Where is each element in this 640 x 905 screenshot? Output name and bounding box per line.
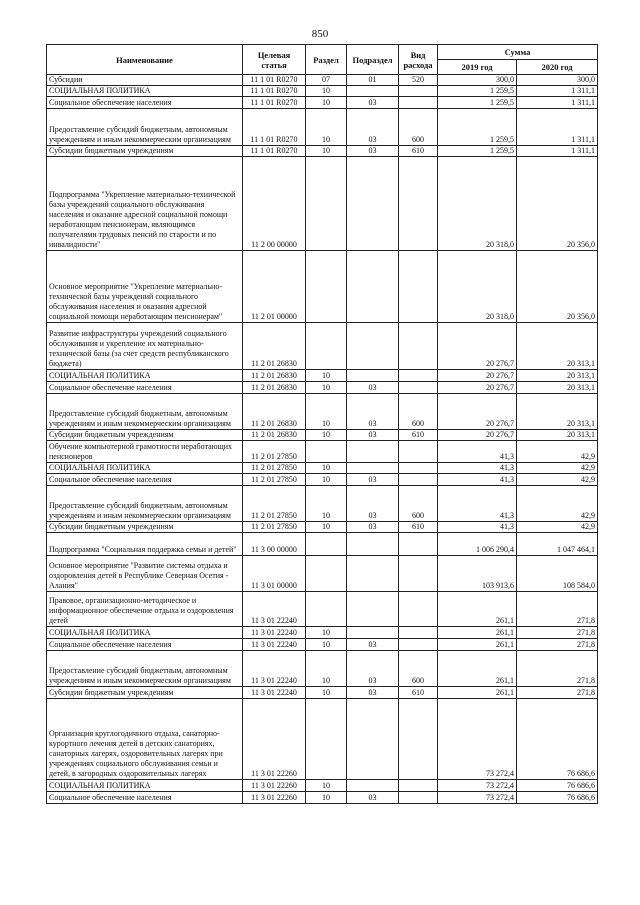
- row-section: [306, 441, 347, 463]
- row-sum-2020: 271,8: [517, 627, 598, 639]
- row-target-article: 11 2 01 26830: [243, 382, 306, 394]
- row-subsection: 03: [347, 382, 399, 394]
- row-target-article: 11 3 01 22240: [243, 651, 306, 687]
- row-expense-type: [399, 699, 438, 780]
- row-section: 10: [306, 382, 347, 394]
- table-row: [47, 651, 598, 687]
- row-sum-2019: 300,0: [438, 75, 517, 86]
- row-subsection: 03: [347, 522, 399, 533]
- row-expense-type: [399, 323, 438, 370]
- row-sum-2020: 300,0: [517, 75, 598, 86]
- row-target-article: 11 3 01 00000: [243, 556, 306, 592]
- row-target-article: 11 2 01 27850: [243, 522, 306, 533]
- row-sum-2019: 73 272,4: [438, 699, 517, 780]
- row-section: [306, 556, 347, 592]
- row-name: СОЦИАЛЬНАЯ ПОЛИТИКА: [47, 463, 243, 474]
- row-subsection: [347, 780, 399, 792]
- row-name: Социальное обеспечение населения: [47, 792, 243, 804]
- row-section: 10: [306, 627, 347, 639]
- row-subsection: 03: [347, 97, 399, 109]
- row-target-article: 11 3 01 22240: [243, 592, 306, 627]
- row-subsection: [347, 592, 399, 627]
- row-section: 10: [306, 522, 347, 533]
- row-subsection: 03: [347, 639, 399, 651]
- row-subsection: 03: [347, 146, 399, 157]
- row-section: [306, 533, 347, 556]
- header-year-2019: 2019 год: [438, 60, 517, 75]
- row-sum-2019: 1 259,5: [438, 86, 517, 97]
- row-name: Субсидии бюджетным учреждениям: [47, 146, 243, 157]
- row-subsection: [347, 533, 399, 556]
- row-sum-2019: 20 318,0: [438, 251, 517, 323]
- row-expense-type: [399, 792, 438, 804]
- row-sum-2019: 1 006 290,4: [438, 533, 517, 556]
- table-row: [47, 109, 598, 146]
- table-row: [47, 463, 598, 474]
- row-expense-type: [399, 556, 438, 592]
- row-name: Подпрограмма "Социальная поддержка семьи и детей": [47, 533, 243, 556]
- row-sum-2019: 261,1: [438, 627, 517, 639]
- row-expense-type: 600: [399, 109, 438, 146]
- row-sum-2019: 20 276,7: [438, 394, 517, 430]
- row-name: Предоставление субсидий бюджетным, автономным учреждениям и иным некоммерческим организациям: [47, 651, 243, 687]
- table-row: [47, 86, 598, 97]
- row-sum-2020: 271,8: [517, 639, 598, 651]
- row-sum-2019: 41,3: [438, 463, 517, 474]
- row-sum-2020: 42,9: [517, 441, 598, 463]
- row-sum-2019: 20 276,7: [438, 323, 517, 370]
- row-section: 10: [306, 97, 347, 109]
- row-target-article: 11 3 01 22240: [243, 627, 306, 639]
- row-name: СОЦИАЛЬНАЯ ПОЛИТИКА: [47, 780, 243, 792]
- row-target-article: 11 3 00 00000: [243, 533, 306, 556]
- row-sum-2020: 76 686,6: [517, 780, 598, 792]
- table-row: [47, 639, 598, 651]
- row-name: Субсидии бюджетным учреждениям: [47, 430, 243, 441]
- row-expense-type: 610: [399, 687, 438, 699]
- row-section: 10: [306, 780, 347, 792]
- row-expense-type: [399, 441, 438, 463]
- row-name: Организация круглогодичного отдыха, санаторно-курортного лечения детей в детских санаториях, санаторных лагерях, оздоровительных лагерях при учреждениях социального обслуживания семьи и детей, в загородных оздоровительных лагерях: [47, 699, 243, 780]
- row-expense-type: 600: [399, 486, 438, 522]
- row-subsection: [347, 323, 399, 370]
- row-expense-type: 610: [399, 430, 438, 441]
- row-name: Развитие инфраструктуры учреждений социального обслуживания и укрепление их материально-технической базы (за счет средств республиканского бюджета): [47, 323, 243, 370]
- row-section: 10: [306, 687, 347, 699]
- table-row: [47, 699, 598, 780]
- row-target-article: 11 3 01 22260: [243, 699, 306, 780]
- row-subsection: 01: [347, 75, 399, 86]
- row-section: 10: [306, 486, 347, 522]
- row-target-article: 11 2 01 27850: [243, 486, 306, 522]
- row-expense-type: [399, 780, 438, 792]
- row-name: СОЦИАЛЬНАЯ ПОЛИТИКА: [47, 86, 243, 97]
- page-number: 850: [311, 28, 329, 40]
- table-row: [47, 556, 598, 592]
- row-subsection: 03: [347, 430, 399, 441]
- row-section: [306, 592, 347, 627]
- row-sum-2020: 271,8: [517, 592, 598, 627]
- row-subsection: [347, 627, 399, 639]
- row-subsection: 03: [347, 474, 399, 486]
- row-sum-2019: 1 259,5: [438, 109, 517, 146]
- row-sum-2019: 73 272,4: [438, 780, 517, 792]
- table-row: [47, 627, 598, 639]
- table-row: [47, 146, 598, 157]
- row-section: 10: [306, 463, 347, 474]
- table-row: [47, 533, 598, 556]
- row-sum-2019: 261,1: [438, 687, 517, 699]
- row-sum-2020: 42,9: [517, 474, 598, 486]
- row-target-article: 11 3 01 22260: [243, 780, 306, 792]
- row-sum-2019: 20 276,7: [438, 430, 517, 441]
- row-target-article: 11 2 00 00000: [243, 157, 306, 251]
- row-sum-2020: 1 311,1: [517, 109, 598, 146]
- row-name: Предоставление субсидий бюджетным, автономным учреждениям и иным некоммерческим организациям: [47, 486, 243, 522]
- row-sum-2020: 20 356,0: [517, 251, 598, 323]
- row-expense-type: 610: [399, 146, 438, 157]
- row-name: Социальное обеспечение населения: [47, 639, 243, 651]
- row-expense-type: [399, 463, 438, 474]
- table-row: [47, 522, 598, 533]
- row-target-article: 11 1 01 R0270: [243, 97, 306, 109]
- row-sum-2020: 108 584,0: [517, 556, 598, 592]
- row-target-article: 11 2 01 27850: [243, 474, 306, 486]
- row-target-article: 11 1 01 R0270: [243, 109, 306, 146]
- table-row: [47, 687, 598, 699]
- row-target-article: 11 1 01 R0270: [243, 75, 306, 86]
- table-row: [47, 792, 598, 804]
- table-row: [47, 157, 598, 251]
- row-name: Социальное обеспечение населения: [47, 474, 243, 486]
- row-subsection: 03: [347, 486, 399, 522]
- header-expense-type: Вид расхода: [399, 45, 438, 75]
- row-subsection: [347, 157, 399, 251]
- row-sum-2019: 73 272,4: [438, 792, 517, 804]
- row-expense-type: [399, 627, 438, 639]
- row-sum-2019: 261,1: [438, 651, 517, 687]
- row-name: Социальное обеспечение населения: [47, 97, 243, 109]
- budget-table-body: [47, 75, 598, 804]
- row-name: Обучение компьютерной грамотности неработающих пенсионеров: [47, 441, 243, 463]
- row-section: 10: [306, 86, 347, 97]
- row-name: Основное мероприятие "Укрепление материально-технической базы учреждений социального обслуживания населения и оказания адресной социальной помощи неработающим пенсионерам": [47, 251, 243, 323]
- table-row: [47, 441, 598, 463]
- row-subsection: [347, 699, 399, 780]
- row-expense-type: [399, 157, 438, 251]
- row-subsection: [347, 86, 399, 97]
- row-section: 10: [306, 146, 347, 157]
- row-sum-2020: 20 313,1: [517, 430, 598, 441]
- row-subsection: [347, 556, 399, 592]
- header-year-2020: 2020 год: [517, 60, 598, 75]
- row-target-article: 11 2 01 26830: [243, 370, 306, 382]
- row-section: 10: [306, 474, 347, 486]
- row-target-article: 11 1 01 R0270: [243, 86, 306, 97]
- row-expense-type: [399, 382, 438, 394]
- row-section: 07: [306, 75, 347, 86]
- row-section: 10: [306, 109, 347, 146]
- row-sum-2019: 1 259,5: [438, 146, 517, 157]
- row-expense-type: [399, 86, 438, 97]
- row-subsection: [347, 370, 399, 382]
- row-name: Социальное обеспечение населения: [47, 382, 243, 394]
- row-subsection: [347, 463, 399, 474]
- row-target-article: 11 1 01 R0270: [243, 146, 306, 157]
- row-sum-2020: 42,9: [517, 522, 598, 533]
- row-sum-2020: 1 311,1: [517, 86, 598, 97]
- row-sum-2019: 20 276,7: [438, 370, 517, 382]
- row-target-article: 11 2 01 26830: [243, 323, 306, 370]
- row-sum-2020: 20 313,1: [517, 394, 598, 430]
- header-subsection: Подраздел: [347, 45, 399, 75]
- row-name: Подпрограмма "Укрепление материально-технической базы учреждений социального обслуживания населения и оказание адресной социальной помощи неработающим пенсионерам, являющимся получателями трудовых пенсий по старости и по инвалидности": [47, 157, 243, 251]
- row-subsection: 03: [347, 651, 399, 687]
- row-name: СОЦИАЛЬНАЯ ПОЛИТИКА: [47, 370, 243, 382]
- row-section: 10: [306, 651, 347, 687]
- row-expense-type: 610: [399, 522, 438, 533]
- row-sum-2019: 103 913,6: [438, 556, 517, 592]
- row-sum-2020: 76 686,6: [517, 792, 598, 804]
- row-section: 10: [306, 792, 347, 804]
- row-sum-2020: 1 047 464,1: [517, 533, 598, 556]
- header-section: Раздел: [306, 45, 347, 75]
- row-expense-type: [399, 533, 438, 556]
- row-sum-2020: 1 311,1: [517, 146, 598, 157]
- row-sum-2019: 1 259,5: [438, 97, 517, 109]
- row-sum-2019: 20 318,0: [438, 157, 517, 251]
- row-sum-2020: 20 313,1: [517, 370, 598, 382]
- row-sum-2019: 41,3: [438, 474, 517, 486]
- header-target-article: Целевая статья: [243, 45, 306, 75]
- row-sum-2020: 42,9: [517, 463, 598, 474]
- row-section: 10: [306, 394, 347, 430]
- row-sum-2019: 20 276,7: [438, 382, 517, 394]
- row-expense-type: [399, 592, 438, 627]
- row-sum-2020: 271,8: [517, 651, 598, 687]
- table-row: [47, 75, 598, 86]
- table-row: [47, 780, 598, 792]
- row-subsection: [347, 441, 399, 463]
- row-name: СОЦИАЛЬНАЯ ПОЛИТИКА: [47, 627, 243, 639]
- row-subsection: 03: [347, 792, 399, 804]
- table-row: [47, 486, 598, 522]
- row-sum-2019: 41,3: [438, 522, 517, 533]
- row-sum-2019: 41,3: [438, 486, 517, 522]
- table-row: [47, 382, 598, 394]
- table-row: [47, 394, 598, 430]
- row-section: 10: [306, 430, 347, 441]
- row-name: Субсидии бюджетным учреждениям: [47, 687, 243, 699]
- row-sum-2019: 261,1: [438, 592, 517, 627]
- row-section: 10: [306, 639, 347, 651]
- row-subsection: 03: [347, 394, 399, 430]
- row-target-article: 11 3 01 22240: [243, 687, 306, 699]
- row-sum-2020: 76 686,6: [517, 699, 598, 780]
- row-expense-type: [399, 251, 438, 323]
- row-target-article: 11 3 01 22260: [243, 792, 306, 804]
- row-expense-type: [399, 639, 438, 651]
- row-section: [306, 251, 347, 323]
- header-name: Наименование: [47, 45, 243, 75]
- row-expense-type: [399, 97, 438, 109]
- header-sum: Сумма: [438, 45, 598, 60]
- table-row: [47, 323, 598, 370]
- table-row: [47, 251, 598, 323]
- row-sum-2019: 41,3: [438, 441, 517, 463]
- row-expense-type: [399, 370, 438, 382]
- row-section: [306, 323, 347, 370]
- row-section: [306, 699, 347, 780]
- row-sum-2020: 20 313,1: [517, 382, 598, 394]
- row-expense-type: 520: [399, 75, 438, 86]
- budget-table: [46, 44, 598, 804]
- row-sum-2019: 261,1: [438, 639, 517, 651]
- row-expense-type: [399, 474, 438, 486]
- table-row: [47, 592, 598, 627]
- row-name: Предоставление субсидий бюджетным, автономным учреждениям и иным некоммерческим организациям: [47, 394, 243, 430]
- row-section: [306, 157, 347, 251]
- row-sum-2020: 20 356,0: [517, 157, 598, 251]
- row-section: 10: [306, 370, 347, 382]
- row-name: Субсидии бюджетным учреждениям: [47, 522, 243, 533]
- row-name: Предоставление субсидий бюджетным, автономным учреждениям и иным некоммерческим организациям: [47, 109, 243, 146]
- row-sum-2020: 271,8: [517, 687, 598, 699]
- table-row: [47, 474, 598, 486]
- row-target-article: 11 2 01 00000: [243, 251, 306, 323]
- table-row: [47, 97, 598, 109]
- row-target-article: 11 2 01 26830: [243, 394, 306, 430]
- row-name: Субсидии: [47, 75, 243, 86]
- table-row: [47, 370, 598, 382]
- row-subsection: [347, 251, 399, 323]
- row-expense-type: 600: [399, 394, 438, 430]
- row-target-article: 11 2 01 27850: [243, 441, 306, 463]
- table-row: [47, 430, 598, 441]
- row-name: Правовое, организационно-методическое и информационное обеспечение отдыха и оздоровления детей: [47, 592, 243, 627]
- row-subsection: 03: [347, 687, 399, 699]
- row-subsection: 03: [347, 109, 399, 146]
- row-name: Основное мероприятие "Развитие системы отдыха и оздоровления детей в Республике Северная Осетия - Алания": [47, 556, 243, 592]
- row-target-article: 11 2 01 26830: [243, 430, 306, 441]
- row-target-article: 11 3 01 22240: [243, 639, 306, 651]
- row-expense-type: 600: [399, 651, 438, 687]
- row-sum-2020: 20 313,1: [517, 323, 598, 370]
- row-sum-2020: 42,9: [517, 486, 598, 522]
- row-sum-2020: 1 311,1: [517, 97, 598, 109]
- row-target-article: 11 2 01 27850: [243, 463, 306, 474]
